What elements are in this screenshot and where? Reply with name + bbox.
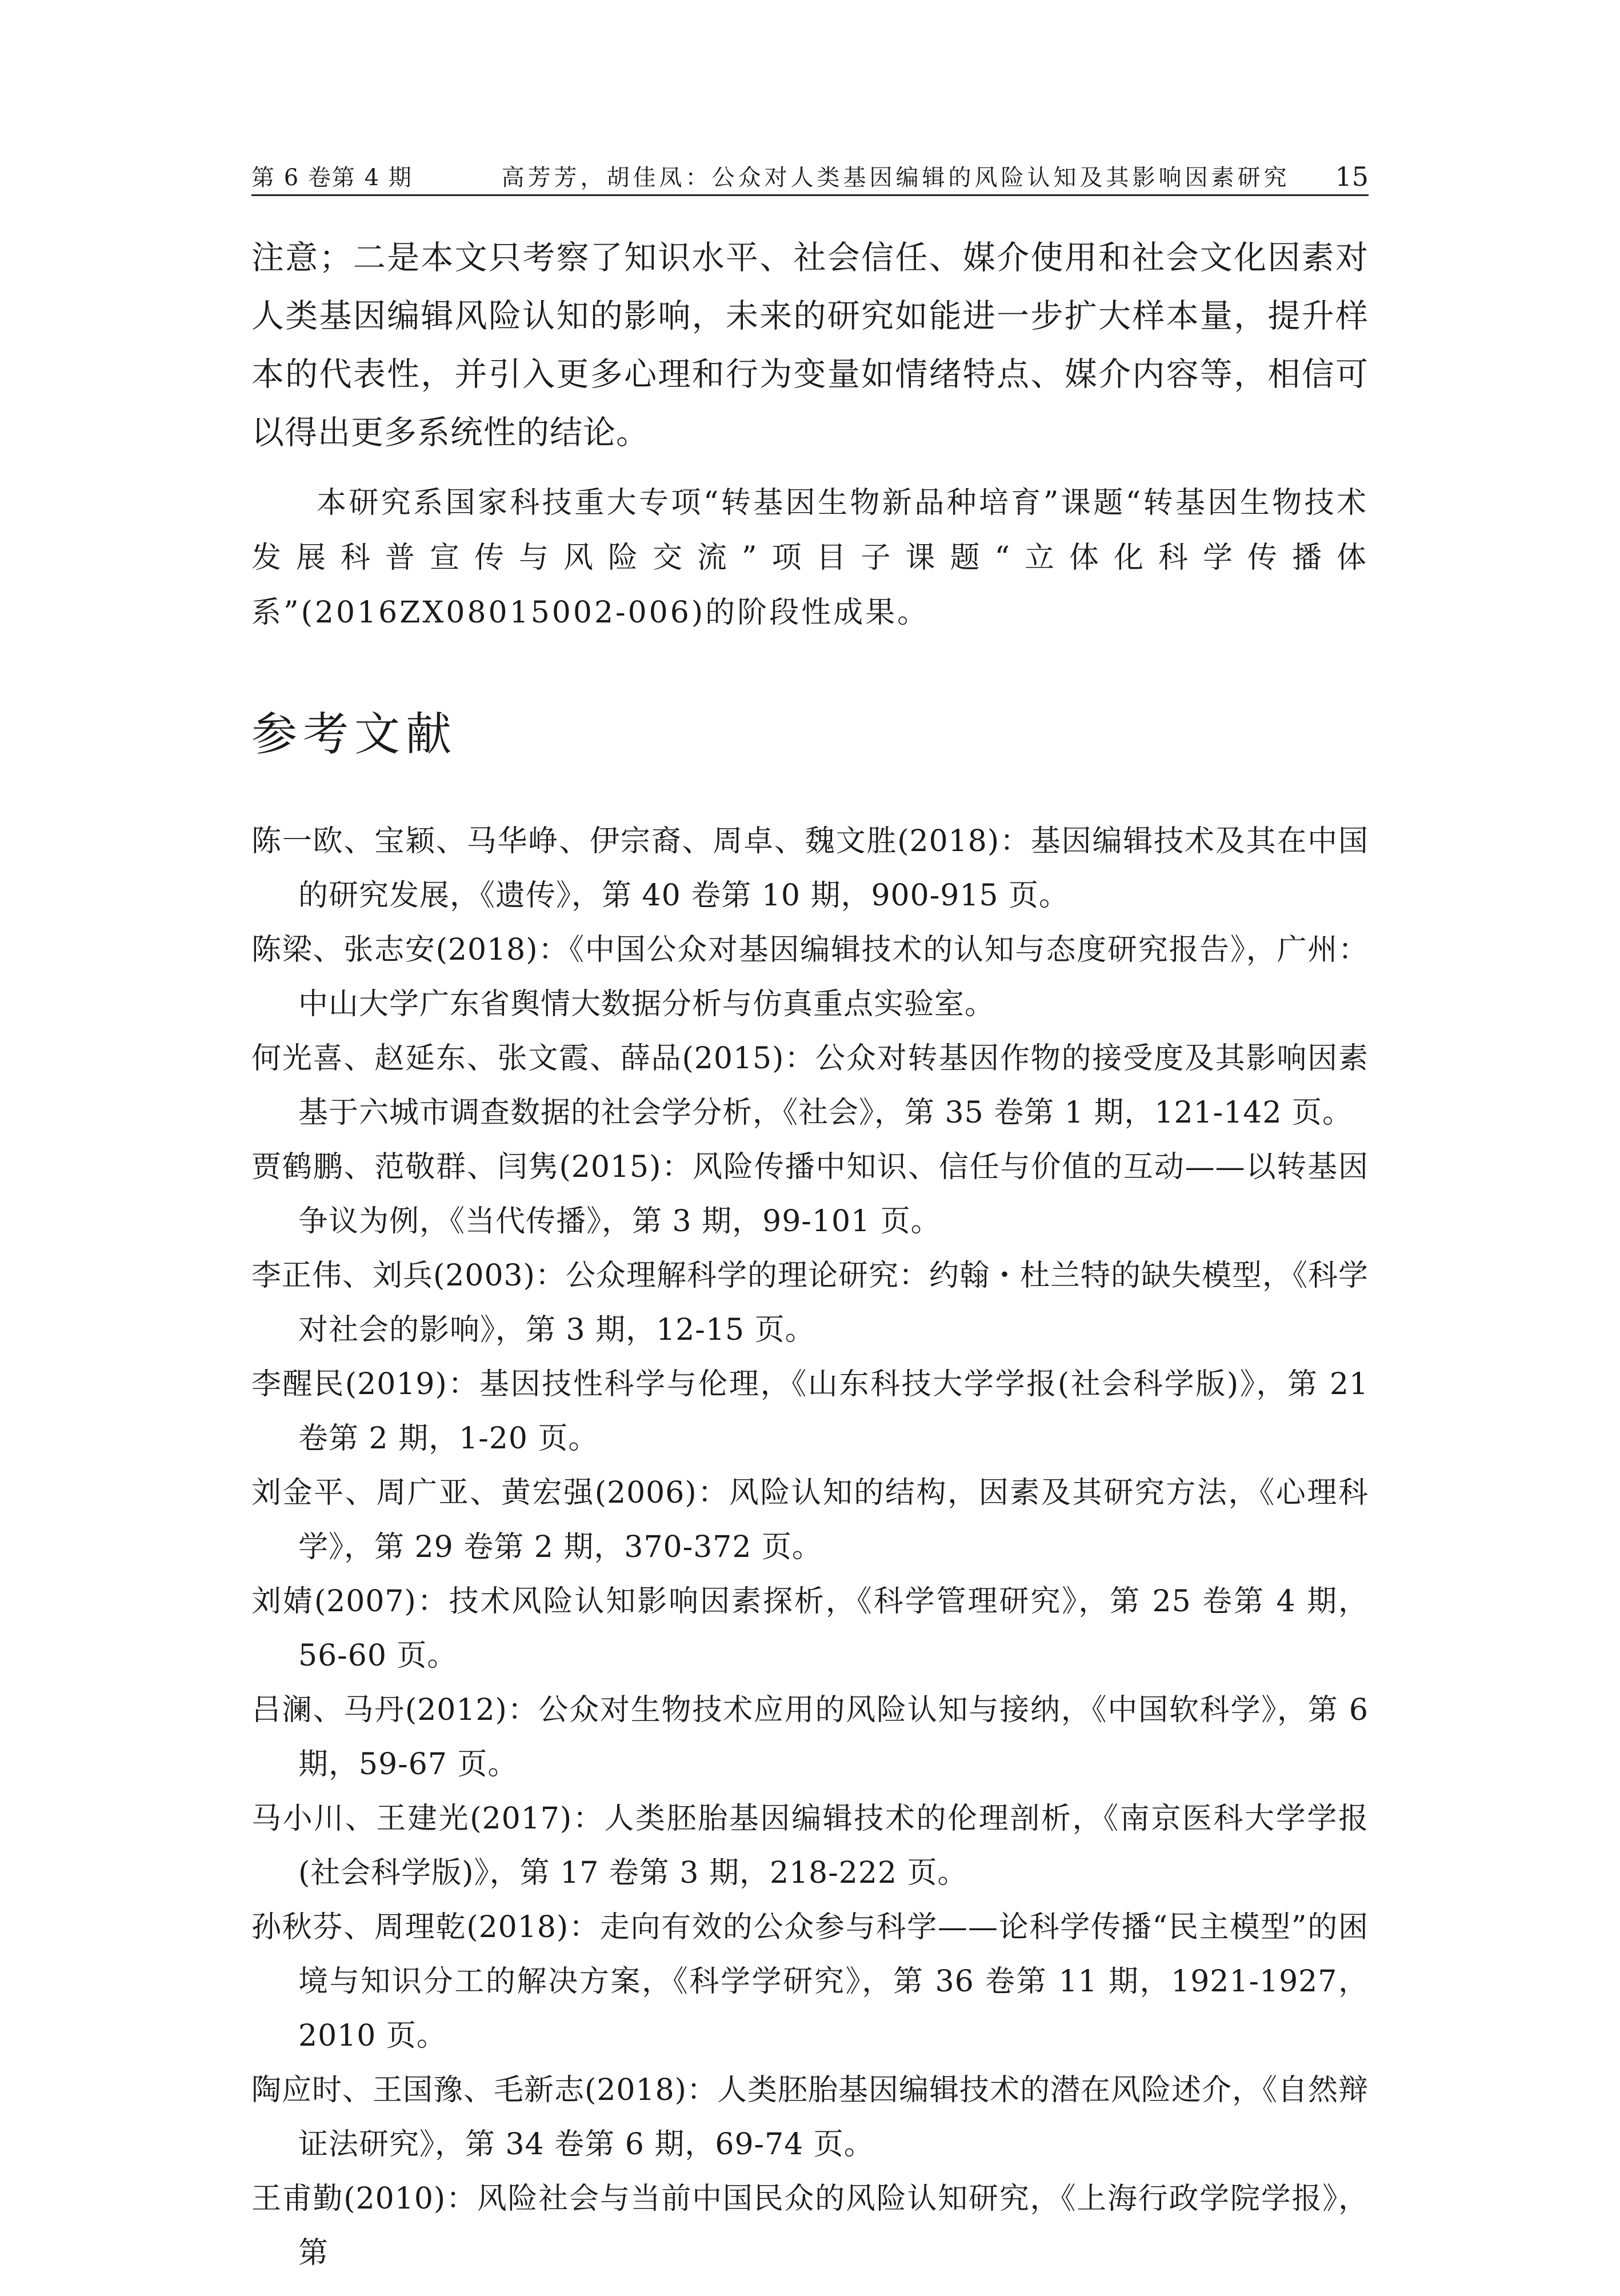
reference-item: 陶应时、王国豫、毛新志(2018)：人类胚胎基因编辑技术的潜在风险述介，《自然辩证法研究》，第 34 卷第 6 期，69-74 页。 [251, 2073, 1369, 2162]
header-divider [251, 194, 1369, 196]
reference-item: 马小川、王建光(2017)：人类胚胎基因编辑技术的伦理剖析，《南京医科大学学报(社会科学版)》，第 17 卷第 3 期，218-222 页。 [251, 1802, 1369, 1890]
reference-item: 贾鹤鹏、范敬群、闫隽(2015)：风险传播中知识、信任与价值的互动——以转基因争议为例，《当代传播》，第 3 期，99-101 页。 [251, 1150, 1369, 1239]
reference-item: 刘婧(2007)：技术风险认知影响因素探析，《科学管理研究》，第 25 卷第 4 期，56-60 页。 [251, 1584, 1369, 1673]
running-title: 高芳芳，胡佳凤：公众对人类基因编辑的风险认知及其影响因素研究 [501, 165, 1290, 191]
continued-paragraph: 注意；二是本文只考察了知识水平、社会信任、媒介使用和社会文化因素对人类基因编辑风险认知的影响，未来的研究如能进一步扩大样本量，提升样本的代表性，并引入更多心理和行为变量如情绪特点、媒介内容等，相信可以得出更多系统性的结论。 [251, 239, 1369, 452]
reference-item: 王甫勤(2010)：风险社会与当前中国民众的风险认知研究，《上海行政学院学报》，第 [251, 2182, 1369, 2270]
reference-item: 刘金平、周广亚、黄宏强(2006)：风险认知的结构，因素及其研究方法，《心理科学》，第 29 卷第 2 期，370-372 页。 [251, 1476, 1369, 1564]
funding-note: 本研究系国家科技重大专项“转基因生物新品种培育”课题“转基因生物技术发展科普宣传与风险交流”项目子课题“立体化科学传播体系”(2016ZX08015002-006)的阶段性成果。 [251, 486, 1369, 630]
journal-issue: 第 6 卷第 4 期 [251, 165, 413, 191]
reference-list [251, 814, 1369, 2281]
reference-item: 李正伟、刘兵(2003)：公众理解科学的理论研究：约翰・杜兰特的缺失模型，《科学对社会的影响》，第 3 期，12-15 页。 [251, 1259, 1369, 1347]
reference-item: 陈梁、张志安(2018)：《中国公众对基因编辑技术的认知与态度研究报告》，广州：中山大学广东省舆情大数据分析与仿真重点实验室。 [251, 933, 1369, 1021]
reference-item: 陈一欧、宝颖、马华峥、伊宗裔、周卓、魏文胜(2018)：基因编辑技术及其在中国的研究发展，《遗传》，第 40 卷第 10 期，900-915 页。 [251, 824, 1369, 913]
running-header [251, 153, 1369, 192]
reference-item: 吕澜、马丹(2012)：公众对生物技术应用的风险认知与接纳，《中国软科学》，第 6 期，59-67 页。 [251, 1693, 1369, 1782]
references-heading: 参考文献 [251, 708, 457, 761]
page-content [251, 229, 1369, 2281]
page-number: 15 [1335, 161, 1369, 192]
reference-item: 孙秋芬、周理乾(2018)：走向有效的公众参与科学——论科学传播“民主模型”的困境与知识分工的解决方案，《科学学研究》，第 36 卷第 11 期，1921-1927，2010 页。 [251, 1910, 1369, 2053]
reference-item: 李醒民(2019)：基因技性科学与伦理，《山东科技大学学报(社会科学版)》，第 21 卷第 2 期，1-20 页。 [251, 1367, 1369, 1456]
reference-item: 何光喜、赵延东、张文霞、薛品(2015)：公众对转基因作物的接受度及其影响因素基于六城市调查数据的社会学分析，《社会》，第 35 卷第 1 期，121-142 页。 [251, 1041, 1369, 1130]
